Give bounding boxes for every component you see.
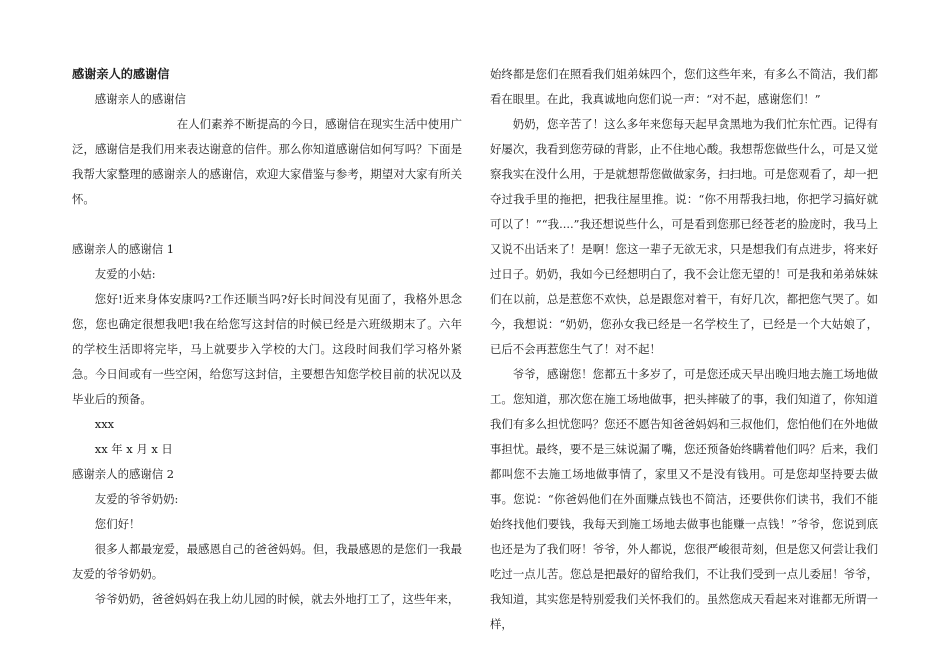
document-title: 感谢亲人的感谢信 xyxy=(72,67,170,81)
right-column xyxy=(490,62,878,637)
letter2-paragraph: 始终都是您们在照看我们姐弟妹四个，您们这些年来，有多么不简洁，我们都看在眼里。在此，我真诚地向您们说一声：“对不起，感谢您们！” xyxy=(490,67,878,106)
intro-paragraph: 在人们素养不断提高的今日，感谢信在现实生活中使用广泛，感谢信是我们用来表达谢意的信件。那么你知道感谢信如何写吗？下面是我帮大家整理的感谢亲人的感谢信，欢迎大家借鉴与参考，期望对大家有所关怀。 xyxy=(72,117,462,206)
document-subtitle: 感谢亲人的感谢信 xyxy=(94,92,186,106)
letter2-paragraph: 奶奶，您辛苦了！这么多年来您每天起早贪黑地为我们忙东忙西。记得有好屡次，我看到您劳碌的背影，止不住地心酸。我想帮您做些什么，可是又觉察我实在没什么用，于是就想帮您做做家务，扫扫地。可是您观看了，却一把夺过我手里的拖把，把我往屋里推。说：“你不用帮我扫地，你把学习搞好就可以了！”“我....”我还想说些什么，可是看到您那已经苍老的脸庞时，我马上又说不出话来了！是啊！您这一辈子无欲无求，只是想我们有点进步，将来好过日子。奶奶，我如今已经想明白了，我不会让您无望的！可是我和弟弟妹妹们在以前，总是惹您不欢快，总是跟您对着干，有好几次，都把您气哭了。如今，我想说：“奶奶，您孙女我已经是一名学校生了，已经是一个大姑娘了，已后不会再惹您生气了！对不起！ xyxy=(490,117,878,356)
letter2-paragraph: 爷爷奶奶，爸爸妈妈在我上幼儿园的时候，就去外地打工了，这些年来， xyxy=(94,592,460,606)
letter1-body: 您好!近来身体安康吗?工作还顺当吗?好长时间没有见面了，我格外思念您，您也确定很想我吧!我在给您写这封信的时候已经是六班级期末了。六年的学校生活即将完毕，马上就要步入学校的大门。这段时间我们学习格外紧急。今日间或有一些空闲，给您写这封信，主要想告知您学校目前的状况以及毕业后的预备。 xyxy=(72,292,462,406)
letter2-hello: 您们好！ xyxy=(94,517,141,531)
letter2-paragraph: 爷爷，感谢您！您都五十多岁了，可是您还成天早出晚归地去施工场地做工。您知道，那次您在施工场地做事，把头摔破了的事，我们知道了，你知道我们有多么担忧您吗？您还不愿告知爸爸妈妈和三叔他们，您怕他们在外地做事担忧。最终，要不是三妹说漏了嘴，您还预备始终瞒着他们吗？后来，我们都叫您不去施工场地做事情了，家里又不是没有钱用。可是您却坚持要去做事。您说：“你爸妈他们在外面赚点钱也不简洁，还要供你们读书，我们不能始终找他们要钱，我每天到施工场地去做事也能赚一点钱！”爷爷，您说到底也还是为了我们呀！爷爷，外人都说，您很严峻很苛刻，但是您又何尝让我们吃过一点儿苦。您总是把最好的留给我们，不让我们受到一点儿委屈！爷爷，我知道，其实您是特别爱我们关怀我们的。虽然您成天看起来对谁都无所谓一样， xyxy=(490,367,878,631)
letter2-greeting: 友爱的爷爷奶奶: xyxy=(94,492,179,506)
spacer xyxy=(72,212,462,237)
letter1-signature: xxx xyxy=(94,417,115,431)
letter1-heading: 感谢亲人的感谢信 1 xyxy=(72,242,174,256)
letter2-paragraph: 很多人都最宠爱，最感恩自己的爸爸妈妈。但，我最感恩的是您们一我最友爱的爷爷奶奶。 xyxy=(72,542,462,581)
letter1-greeting: 友爱的小姑: xyxy=(94,267,156,281)
letter2-heading: 感谢亲人的感谢信 2 xyxy=(72,467,174,481)
letter1-date: xx 年 x 月 x 日 xyxy=(94,442,173,456)
left-column xyxy=(72,62,462,612)
